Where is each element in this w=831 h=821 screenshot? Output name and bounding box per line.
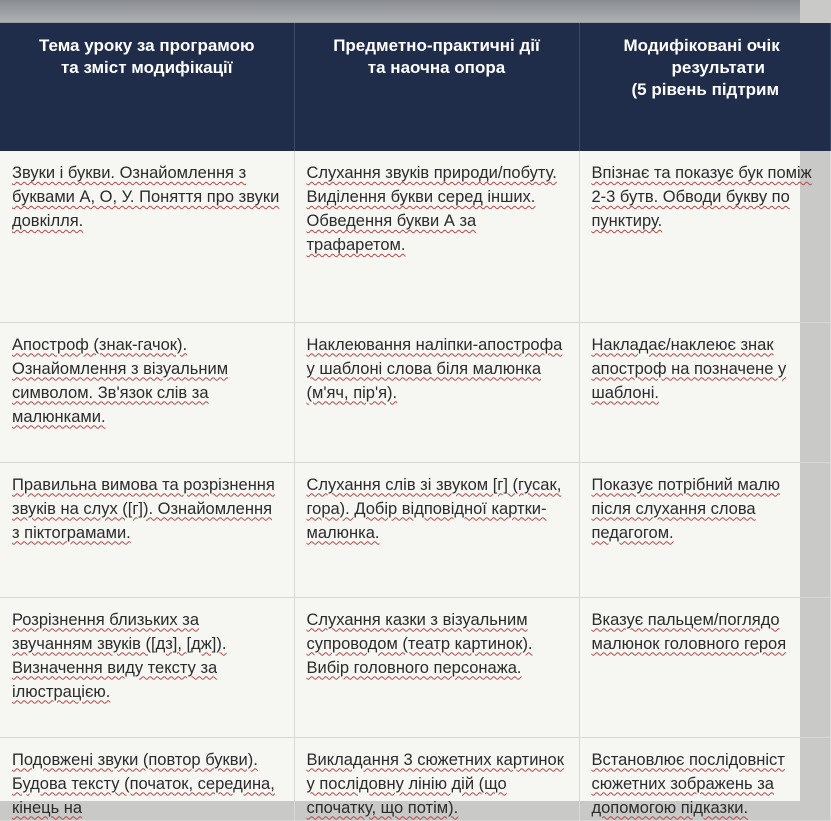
table-row bbox=[0, 597, 830, 737]
header-results-line-3: (5 рівень підтрим bbox=[631, 80, 780, 99]
cell-topic bbox=[0, 151, 294, 322]
cell-actions bbox=[294, 322, 579, 462]
cell-text: Слухання слів зі звуком [г] (гусак, гора). Добір відповідної картки-малюнка. bbox=[306, 475, 562, 542]
header-topic bbox=[0, 23, 294, 151]
cell-text: Звуки і букви. Ознайомлення з буквами А, О, У. Поняття про звуки довкілля. bbox=[12, 164, 280, 230]
header-results-line-1: Модифіковані очік bbox=[623, 36, 780, 55]
cell-text: Розрізнення близьких за звучанням звуків ([дз], [дж]). Визначення виду тексту за ілюстрацією. bbox=[12, 610, 227, 701]
header-actions-line-2: та наочна опора bbox=[367, 58, 506, 77]
cell-topic bbox=[0, 597, 294, 737]
cell-text: Слухання казки з візуальним супроводом (театр картинок). Вибір головного персонажа. bbox=[306, 610, 533, 677]
table-row bbox=[0, 151, 830, 322]
table-header bbox=[0, 23, 830, 151]
cell-actions bbox=[294, 597, 579, 737]
cell-text: Подовжені звуки (повтор букви). Будова тексту (початок, середина, кінець на bbox=[12, 750, 275, 817]
cell-text: Викладання 3 сюжетних картинок у послідовну лінію дій (що спочатку, що потім). bbox=[306, 750, 564, 817]
cell-text: Показує потрібний малю після слухання слова педагогом. bbox=[591, 475, 780, 542]
header-actions-line-1: Предметно-практичні дії bbox=[333, 36, 540, 55]
table-row bbox=[0, 322, 830, 462]
cell-actions bbox=[294, 151, 579, 322]
header-topic-line-1: Тема уроку за програмою bbox=[38, 36, 255, 55]
header-results bbox=[579, 23, 830, 151]
header-row bbox=[0, 23, 830, 151]
cell-results bbox=[579, 322, 830, 462]
header-topic-line-2: та зміст модифікації bbox=[60, 58, 233, 77]
cell-results bbox=[579, 737, 830, 820]
cell-topic bbox=[0, 322, 294, 462]
cell-text: Вказує пальцем/поглядо малюнок головного героя bbox=[591, 610, 787, 653]
header-actions bbox=[294, 23, 579, 151]
cell-text: Встановлює послідовніст сюжетних зображень за допомогою підказки. bbox=[591, 750, 785, 817]
header-results-line-2: результати bbox=[671, 58, 765, 77]
cell-actions bbox=[294, 462, 579, 597]
table-row bbox=[0, 737, 830, 820]
cell-text: Накладає/наклеює знак апостроф на позначене у шаблоні. bbox=[591, 335, 787, 402]
cell-text: Правильна вимова та розрізнення звуків на слух ([г]). Ознайомлення з піктограмами. bbox=[12, 475, 275, 542]
cell-text: Наклеювання наліпки-апострофа у шаблоні слова біля малюнка (м'яч, пір'я). bbox=[306, 335, 563, 402]
cell-topic bbox=[0, 462, 294, 597]
cell-results bbox=[579, 462, 830, 597]
cell-text: Апостроф (знак-гачок). Ознайомлення з візуальним символом. Зв'язок слів за малюнками. bbox=[12, 335, 229, 426]
cell-actions bbox=[294, 737, 579, 820]
cell-results bbox=[579, 151, 830, 322]
table-row bbox=[0, 462, 830, 597]
cell-topic bbox=[0, 737, 294, 820]
cell-text: Слухання звуків природи/побуту. Виділення букви серед інших. Обведення букви А за трафаретом. bbox=[306, 164, 557, 254]
cell-text: Впізнає та показує бук поміж 2-3 бутв. Обводи букву по пунктиру. bbox=[591, 164, 812, 230]
document-sheet bbox=[0, 22, 812, 817]
cell-results bbox=[579, 597, 830, 737]
lesson-plan-table bbox=[0, 23, 831, 821]
